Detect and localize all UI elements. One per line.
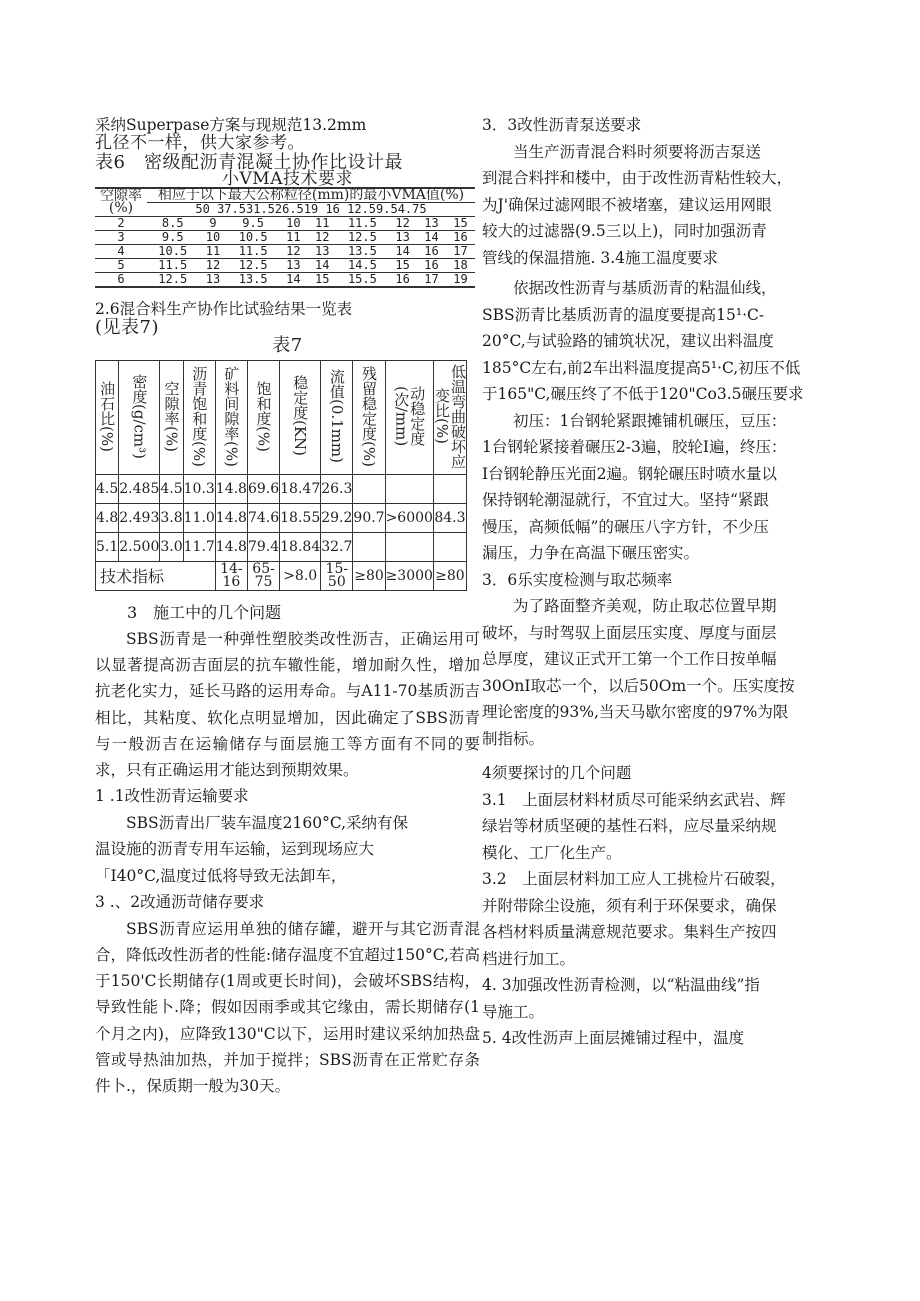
paragraph: SBS沥青是一种弹性塑胶类改性沥吉，正确运用可以显著提高沥吉面层的抗车辙性能，增加耐久性，增加抗老化实力，延长马路的运用寿命。与A11-70基质沥吉相比，其粘度、软化点明显增加，因此确定了SBS沥青与一般沥吉在运输储存与面层施工等方面有不同的要求，只有正确运用才能达到预期效果。 bbox=[95, 630, 480, 780]
table-header-row bbox=[96, 361, 467, 475]
table-cell: 4.5 bbox=[160, 475, 183, 504]
table6-header-cell: 相应于以下最大公称粒径(mm)的最小VMA值(%) bbox=[147, 188, 475, 203]
text-line: 依据改性沥青与基质沥青的粘温仙线， bbox=[513, 279, 777, 297]
table-cell: 12 bbox=[199, 258, 228, 272]
table-cell: 13 bbox=[417, 216, 446, 230]
table-cell: 11 bbox=[279, 230, 308, 244]
table-header-cell: 动稳定度(次/mm) bbox=[385, 361, 433, 475]
table-header-cell: 空隙率(%) bbox=[160, 361, 183, 475]
table-cell: 15-50 bbox=[321, 562, 353, 591]
table-cell: 17 bbox=[446, 244, 475, 258]
table-cell: 4 bbox=[95, 244, 147, 258]
table6-title: 表6 密级配沥青混凝土协作比设计最 bbox=[95, 151, 403, 173]
table-cell: 18.55 bbox=[280, 504, 321, 533]
table-cell: 16 bbox=[446, 230, 475, 244]
text-line: 漏压，力争在高温下碾压密实。 bbox=[482, 544, 700, 562]
table-header-cell: 残留稳定度(%) bbox=[353, 361, 385, 475]
table-cell: 4.5 bbox=[96, 475, 119, 504]
table-cell: 14.8 bbox=[215, 475, 247, 504]
table-header-cell: 饱和度(%) bbox=[247, 361, 279, 475]
table-cell: 8.5 bbox=[147, 216, 199, 230]
table-cell: 5 bbox=[95, 258, 147, 272]
table-cell: 9 bbox=[199, 216, 228, 230]
section-title: 4须要探讨的几个问题 bbox=[482, 764, 632, 782]
paragraph: SBS沥青应运用单独的储存罐，避开与其它沥青混合，降低改性沥者的性能:储存温度不宜超过150°C,若高于150'C长期储存(1周或更长时间)，会破坏SBS结构，导致性能卜.降；假如因雨季或其它缘由，需长期储存(1个月之内)，应降致130"C以下，运用时建议采纳加热盘管或导热油加热，并加于搅拌；SBS沥青在正常贮存条件卜.，保质期一般为30天。 bbox=[95, 919, 480, 1095]
text-line: 为了路面整齐美观，防止取芯位置早期 bbox=[513, 597, 777, 615]
table-cell: 10 bbox=[199, 230, 228, 244]
table-cell: 13 bbox=[279, 258, 308, 272]
table-cell: 16 bbox=[388, 272, 417, 287]
table-cell: 15 bbox=[388, 258, 417, 272]
text-line: 3.2 上面层材料加工应人工挑检片石破裂， bbox=[482, 870, 786, 888]
table-cell: 9.5 bbox=[147, 230, 199, 244]
table7-title: 表7 bbox=[272, 335, 303, 356]
text-line: SBS沥青比基质沥青的温度要提高15¹·C- bbox=[482, 305, 765, 324]
text-line: 为J'确保过滤网眼不被堵塞，建议运用网眼 bbox=[482, 195, 772, 214]
table-cell: 11.5 bbox=[147, 258, 199, 272]
text-line: 较大的过滤器(9.5三以上)，同时加强沥青 bbox=[482, 222, 767, 240]
table-cell: 2.485 bbox=[119, 475, 160, 504]
text-line: 保持钢轮潮湿就行，不宜过大。坚持“紧跟 bbox=[482, 491, 769, 509]
table-cell: 3.0 bbox=[160, 533, 183, 562]
table-cell: 12.5 bbox=[147, 272, 199, 287]
table-cell: 14 bbox=[417, 230, 446, 244]
table-cell: 14.8 bbox=[215, 504, 247, 533]
table-cell: 14.5 bbox=[337, 258, 389, 272]
table-cell: 10.5 bbox=[227, 230, 279, 244]
table-cell: 17 bbox=[417, 272, 446, 287]
section-title: 1 .1改性沥青运输要求 bbox=[95, 787, 249, 806]
table-cell: 19 bbox=[446, 272, 475, 287]
table-cell: 12.5 bbox=[227, 258, 279, 272]
text-line: 破坏，与时驾驭上面层压实度、厚度与面层 bbox=[482, 623, 777, 642]
table-header-cell: 流值(0.1mm) bbox=[321, 361, 353, 475]
table-row bbox=[96, 504, 467, 533]
table-row bbox=[95, 258, 475, 272]
table-cell: 14 bbox=[388, 244, 417, 258]
table-row bbox=[96, 533, 467, 562]
table-cell: 13 bbox=[308, 244, 337, 258]
table-cell: 12.5 bbox=[337, 230, 389, 244]
table6-subtitle: 小VMA技术要求 bbox=[222, 168, 353, 189]
text-line: 于165"C,碾压终了不低于120"Co3.5碾压要求 bbox=[482, 385, 804, 403]
table-row bbox=[96, 562, 467, 591]
table-cell: 13.5 bbox=[337, 244, 389, 258]
table-cell: 69.6 bbox=[247, 475, 279, 504]
table6-sizes: 50 37.531.526.519 16 12.59.54.75 bbox=[147, 202, 475, 216]
text-line: 理论密度的93%,当天马歇尔密度的97%为限 bbox=[482, 703, 789, 721]
text-line: 并附带除尘设施，须有利于环保要求，确保 bbox=[482, 896, 777, 915]
table-cell: 3.8 bbox=[160, 504, 183, 533]
table-cell: 14-16 bbox=[215, 562, 247, 591]
table-cell: 6 bbox=[95, 272, 147, 287]
table-cell: 12 bbox=[279, 244, 308, 258]
table-cell: 12 bbox=[308, 230, 337, 244]
section-title: (见表7) bbox=[95, 317, 159, 338]
table-cell bbox=[433, 475, 466, 504]
text-line: 3.1 上面层材料材质尽可能采纳玄武岩、辉 bbox=[482, 790, 786, 809]
text-line: 导施工。 bbox=[482, 1002, 545, 1021]
table-cell: 14 bbox=[279, 272, 308, 287]
table-header-cell: 密度(g/cm³) bbox=[119, 361, 160, 475]
text-line: 模化、工厂化生产。 bbox=[482, 843, 622, 862]
table-cell: ≥80 bbox=[353, 562, 385, 591]
table-cell: 2.500 bbox=[119, 533, 160, 562]
table-cell: 11.7 bbox=[183, 533, 215, 562]
section-title: 3 .、2改通沥苛储存要求 bbox=[95, 893, 265, 912]
table-cell: 15 bbox=[308, 272, 337, 287]
text-line: 30OnI取芯一个，以后50Om一个。压实度按 bbox=[482, 676, 795, 695]
table-cell: 14.8 bbox=[215, 533, 247, 562]
table-cell: 15 bbox=[446, 216, 475, 230]
table-cell: 11.5 bbox=[227, 244, 279, 258]
text-line: 20°C,与试验路的铺筑状况，建议出料温度 bbox=[482, 332, 774, 350]
text-line: 慢压，高频低幅”的碾压八字方针，不少压 bbox=[482, 517, 769, 536]
table-cell: >8.0 bbox=[280, 562, 321, 591]
table-cell: 16 bbox=[417, 244, 446, 258]
table-cell: 13 bbox=[199, 272, 228, 287]
table-cell bbox=[385, 475, 433, 504]
table-header-cell: 低温弯曲破坏应变比(%) bbox=[433, 361, 466, 475]
table-cell: 3 bbox=[95, 230, 147, 244]
table-header-cell: 稳定度(KN) bbox=[280, 361, 321, 475]
table-cell: 11 bbox=[199, 244, 228, 258]
table-header-cell: 沥青饱和度(%) bbox=[183, 361, 215, 475]
text-line: 总厚度，建议正式开工第一个工作日按单幅 bbox=[482, 650, 777, 668]
table-cell: 74.6 bbox=[247, 504, 279, 533]
table-cell: 13.5 bbox=[227, 272, 279, 287]
table-cell: 15.5 bbox=[337, 272, 389, 287]
table-cell: 13 bbox=[388, 230, 417, 244]
table-cell: 4.8 bbox=[96, 504, 119, 533]
text-line: 温设施的沥青专用车运输，运到现场应大 bbox=[95, 840, 375, 859]
text-line: 1台钢轮紧接着碾压2-3遍，胶轮I遍，终压： bbox=[482, 438, 787, 456]
text-line: 绿岩等材质坚硬的基性石料，应尽量采纳规 bbox=[482, 817, 777, 835]
intro-line: 采纳Superpase方案与现规范13.2mm bbox=[95, 116, 367, 134]
table6 bbox=[95, 187, 475, 288]
table-cell: 11.0 bbox=[183, 504, 215, 533]
text-line: 制指标。 bbox=[482, 729, 545, 748]
table-cell: ≥80 bbox=[433, 562, 466, 591]
table-cell: 技术指标 bbox=[96, 562, 216, 591]
table-cell: 2.493 bbox=[119, 504, 160, 533]
table-cell: 65-75 bbox=[247, 562, 279, 591]
table-cell: 11.5 bbox=[337, 216, 389, 230]
table-cell: 2 bbox=[95, 216, 147, 230]
table-row bbox=[95, 216, 475, 230]
text-line: 185°C左右,前2车出料温度提高5¹·C,初压不低 bbox=[482, 358, 801, 377]
section-title: 3 施工中的几个问题 bbox=[127, 603, 282, 622]
table-cell: 29.2 bbox=[321, 504, 353, 533]
table-cell: 26.3 bbox=[321, 475, 353, 504]
text-line: 到混合料拌和楼中，由于改性沥青粘性较大， bbox=[482, 169, 793, 187]
table-header-cell: 矿料间隙率(%) bbox=[215, 361, 247, 475]
table-cell: 18.47 bbox=[280, 475, 321, 504]
left-column bbox=[95, 112, 480, 1099]
table-row bbox=[96, 475, 467, 504]
text-line: I台钢轮静压光面2遍。钢轮碾压时喷水量以 bbox=[482, 464, 777, 483]
table-header-cell: 油石比(%) bbox=[96, 361, 119, 475]
table-cell: 11 bbox=[308, 216, 337, 230]
table-cell: 18.84 bbox=[280, 533, 321, 562]
text-line: 管线的保温措施. 3.4施工温度要求 bbox=[482, 248, 719, 267]
section-title: 2.6混合料生产协作比试验结果一览表 bbox=[95, 299, 353, 318]
table-cell: 10.5 bbox=[147, 244, 199, 258]
text-line: 当生产沥青混合料时须要将沥吉泵送 bbox=[513, 142, 762, 161]
table-cell: 9.5 bbox=[227, 216, 279, 230]
table-cell bbox=[353, 475, 385, 504]
intro-line: 孔径不一样，供大家参考。 bbox=[95, 132, 305, 153]
table7 bbox=[95, 360, 467, 591]
table-cell: 10 bbox=[279, 216, 308, 230]
table-cell: 90.7 bbox=[353, 504, 385, 533]
text-line: 各档材料质量满意规范要求。集料生产按四 bbox=[482, 923, 777, 941]
table-cell: 16 bbox=[417, 258, 446, 272]
table-cell: 32.7 bbox=[321, 533, 353, 562]
table-row bbox=[95, 244, 475, 258]
text-line: 初压：1台钢轮紧跟摊铺机碾压，豆压： bbox=[513, 411, 787, 430]
table-cell: 14 bbox=[308, 258, 337, 272]
table-cell bbox=[433, 533, 466, 562]
text-line: 「I40°C,温度过低将导致无法卸车， bbox=[95, 866, 347, 885]
section-title: 3．3改性沥青泵送要求 bbox=[482, 116, 642, 134]
table-row bbox=[95, 230, 475, 244]
table-cell: >6000 bbox=[385, 504, 433, 533]
table6-header-cell: 空隙率(%) bbox=[95, 188, 147, 217]
table-cell bbox=[353, 533, 385, 562]
table-cell: 5.1 bbox=[96, 533, 119, 562]
table-cell: 10.3 bbox=[183, 475, 215, 504]
text-line: SBS沥青出厂装车温度2160°C,采纳有保 bbox=[126, 813, 409, 832]
table-cell: 12 bbox=[388, 216, 417, 230]
table-cell: 84.3 bbox=[433, 504, 466, 533]
table-row bbox=[95, 272, 475, 287]
text-line: 5. 4改性沥声上面层摊铺过程中，温度 bbox=[482, 1029, 745, 1047]
table-cell: 18 bbox=[446, 258, 475, 272]
text-line: 档进行加工。 bbox=[482, 949, 576, 968]
table-cell: 79.4 bbox=[247, 533, 279, 562]
text-line: 4. 3加强改性沥青检测，以“粘温曲线”指 bbox=[482, 976, 760, 994]
right-column bbox=[482, 112, 842, 1052]
table-cell: ≥3000 bbox=[385, 562, 433, 591]
section-title: 3．6乐实度检测与取芯频率 bbox=[482, 570, 673, 589]
table-cell bbox=[385, 533, 433, 562]
